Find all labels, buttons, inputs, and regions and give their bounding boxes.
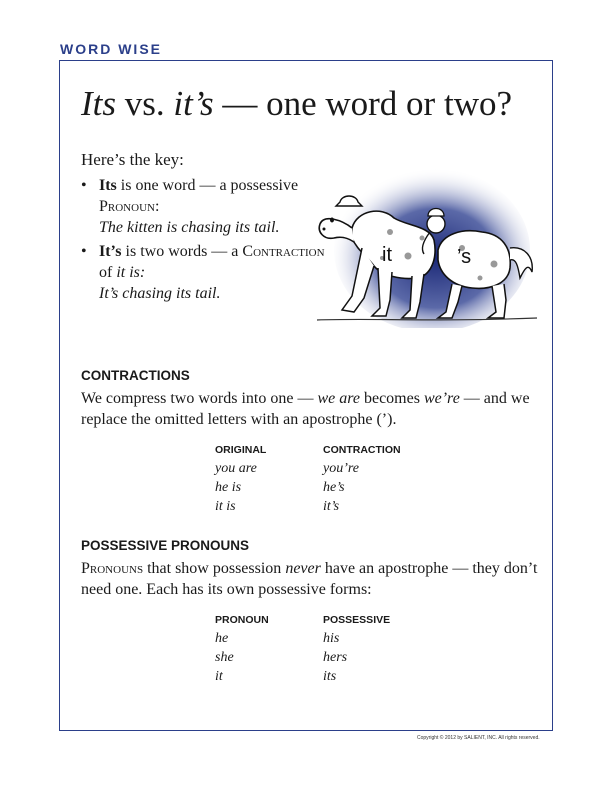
paragraph-text: have an apostrophe — they don’t need one. Each has its own possessive forms: [81,560,538,598]
contractions-col-original: ORIGINAL [215,444,267,456]
bullet-example: The kitten is chasing its tail. [99,219,280,236]
bullet-term: It’s [99,243,122,260]
bullet-term: Its [99,177,117,194]
paragraph-text: becomes [359,390,424,407]
bullet-text: is one word — a possessive [116,177,299,194]
table-cell: he is [215,480,242,495]
bullet-its [81,175,331,238]
table-cell: he [215,631,229,646]
table-cell: you are [215,461,257,476]
bullet-text: is two words — a [121,243,243,260]
table-cell: she [215,650,234,665]
bullet-smallcaps: Contraction [242,243,325,260]
intro-key: Here’s the key: [81,150,184,169]
paragraph-text: that show possession [143,560,286,577]
bullet-text: : [154,198,160,215]
table-cell: its [323,669,337,684]
possessive-paragraph [81,558,541,600]
table-cell: it is [215,499,236,514]
section-label: WORD WISE [60,41,162,57]
contractions-paragraph [81,388,541,430]
page-title [81,82,512,126]
contractions-table-col1 [215,459,257,516]
bullet-italic: it is: [116,264,146,281]
paragraph-italic: we are [317,390,360,407]
bullet-example: It’s chasing its tail. [99,285,221,302]
bullet-it-s [81,241,331,304]
possessive-heading: POSSESSIVE PRONOUNS [81,538,250,553]
contractions-col-contraction: CONTRACTION [323,444,401,456]
paragraph-smallcaps: Pronouns [81,560,144,577]
bullet-list [81,175,331,307]
paragraph-italic: never [285,560,321,577]
title-vs: vs. [116,84,174,123]
table-cell: it [215,669,223,684]
table-cell: it’s [323,499,340,514]
copyright-notice: Copyright © 2012 by SALIENT, INC. All rights reserved. [417,735,540,741]
contractions-table-col2 [323,459,359,516]
contractions-heading: CONTRACTIONS [81,368,190,383]
table-cell: hers [323,650,348,665]
bullet-dot: • [81,243,87,260]
paragraph-italic: we’re [423,390,460,407]
table-cell: his [323,631,340,646]
possessive-col-pronoun: PRONOUN [215,614,269,626]
title-rest: — one word or two? [213,84,512,123]
illustration-label-s: ’s [457,246,472,268]
illustration-label-it: it [382,244,392,266]
possessive-col-possessive: POSSESSIVE [323,614,391,626]
bullet-dot: • [81,177,87,194]
possessive-table-col2 [323,629,347,686]
title-word-its: Its [81,84,116,123]
possessive-table-col1 [215,629,234,686]
paragraph-text: We compress two words into one — [81,390,318,407]
bullet-text: of [99,264,117,281]
paragraph-text: — and we replace the omitted letters with an apostrophe (’). [81,390,530,428]
table-cell: you’re [323,461,360,476]
title-word-it-s: it’s [173,84,214,123]
bullet-smallcaps: Pronoun [99,198,155,215]
horse-illustration [312,168,544,328]
table-cell: he’s [323,480,345,495]
